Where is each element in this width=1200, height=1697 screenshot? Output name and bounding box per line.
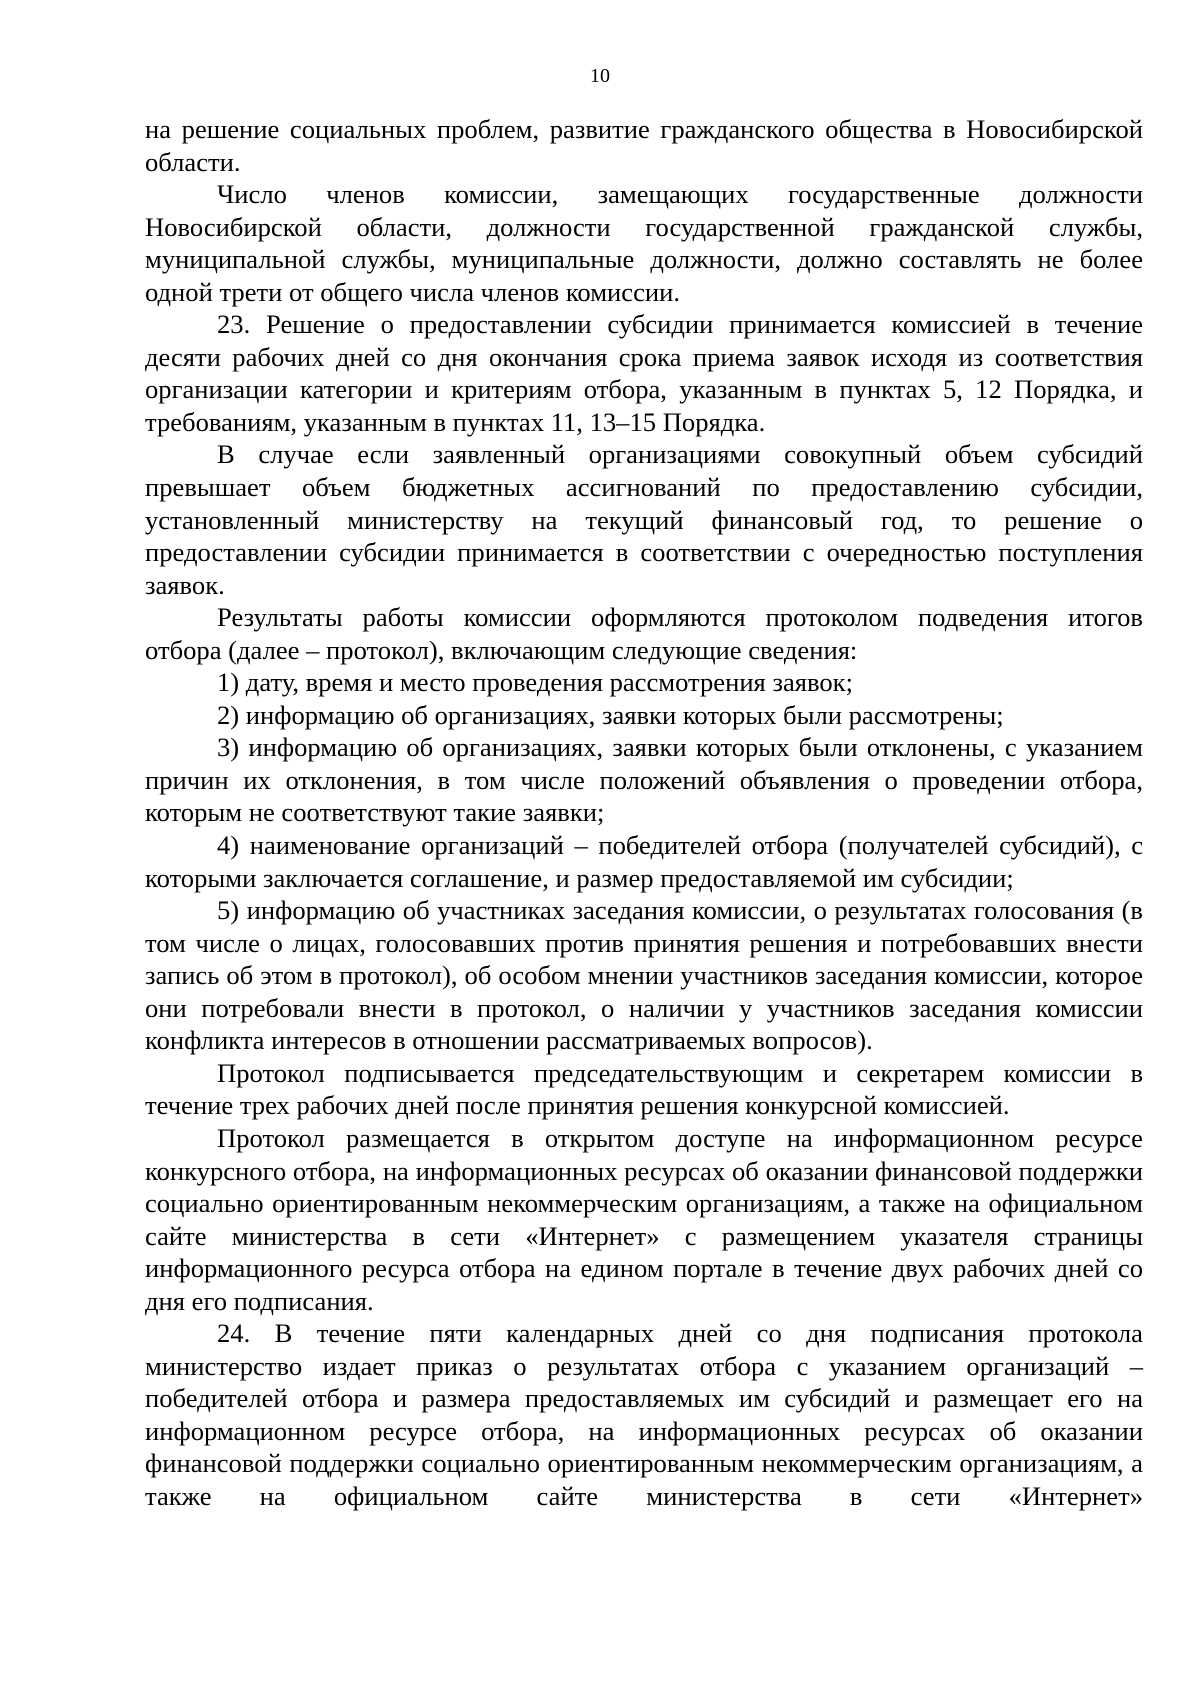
paragraph-continuation: на решение социальных проблем, развитие гражданского общества в Новосибирской области. (145, 114, 1143, 177)
list-item-2: 2) информацию об организациях, заявки которых были рассмотрены; (217, 699, 1004, 730)
page-number: 10 (590, 65, 610, 87)
list-item-4: 4) наименование организаций – победителей отбора (получателей субсидий), с которыми заключается соглашение, и размер предоставляемой им субсидии; (145, 830, 1143, 893)
paragraph-item-24: 24. В течение пяти календарных дней со дня подписания протокола министерство издает приказ о результатах отбора с указанием организаций – победителей отбора и размера предоставляемых им субсидий и размещает его на информационном ресурсе отбора, на информационных ресурсах об оказании финансовой поддержки социально ориентированным некоммерческим организациям, а также на официальном сайте министерства в сети «Интернет» (145, 1318, 1143, 1511)
document-body (145, 113, 1143, 1513)
paragraph-protocol-results: Результаты работы комиссии оформляются протоколом подведения итогов отбора (далее – протокол), включающим следующие сведения: (145, 602, 1143, 665)
paragraph-commission-composition: Число членов комиссии, замещающих государственные должности Новосибирской области, должности государственной гражданской службы, муниципальной службы, муниципальные должности, должно составлять не более одной трети от общего числа членов комиссии. (145, 179, 1143, 307)
paragraph-item-23: 23. Решение о предоставлении субсидии принимается комиссией в течение десяти рабочих дней со дня окончания срока приема заявок исходя из соответствия организации категории и критериям отбора, указанным в пунктах 5, 12 Порядка, и требованиям, указанным в пунктах 11, 13–15 Порядка. (145, 309, 1143, 437)
list-item-5: 5) информацию об участниках заседания комиссии, о результатах голосования (в том числе о лицах, голосовавших против принятия решения и потребовавших внести запись об этом в протокол), об особом мнении участников заседания комиссии, которое они потребовали внести в протокол, о наличии у участников заседания комиссии конфликта интересов в отношении рассматриваемых вопросов). (145, 895, 1143, 1056)
list-item-3: 3) информацию об организациях, заявки которых были отклонены, с указанием причин их отклонения, в том числе положений объявления о проведении отбора, которым не соответствуют такие заявки; (145, 732, 1143, 828)
paragraph-protocol-publication: Протокол размещается в открытом доступе на информационном ресурсе конкурсного отбора, на информационных ресурсах об оказании финансовой поддержки социально ориентированным некоммерческим организациям, а также на официальном сайте министерства в сети «Интернет» с размещением указателя страницы информационного ресурса отбора на едином портале в течение двух рабочих дней со дня его подписания. (145, 1122, 1143, 1316)
paragraph-protocol-signing: Протокол подписывается председательствующим и секретарем комиссии в течение трех рабочих дней после принятия решения конкурсной комиссией. (145, 1057, 1143, 1121)
list-item-1: 1) дату, время и место проведения рассмотрения заявок; (217, 667, 853, 698)
paragraph-budget-exceeded: В случае если заявленный организациями совокупный объем субсидий превышает объем бюджетных ассигнований по предоставлению субсидии, установленный министерству на текущий финансовый год, то решение о предоставлении субсидии принимается в соответствии с очередностью поступления заявок. (145, 439, 1143, 600)
